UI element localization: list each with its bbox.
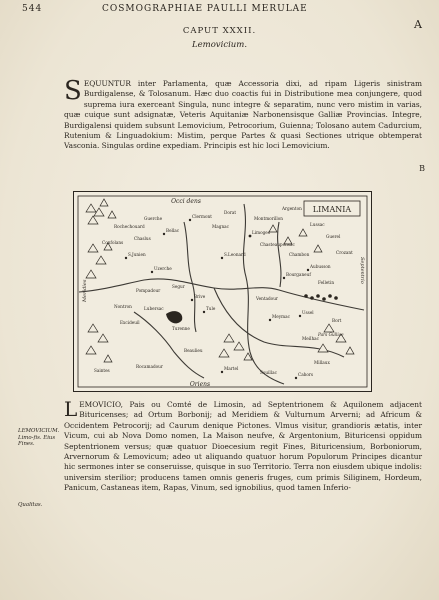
chapter-subtitle: Lemovicium. (191, 40, 248, 50)
place-meilhac: Meilhac (302, 336, 319, 341)
running-head: COSMOGRAPHIAE PAULLI MERULAE (102, 4, 308, 14)
place-felletin: Felletin (318, 280, 335, 285)
paragraph-1-text: EQUUNTUR inter Parlamenta, quæ Accessoria dixi, ad ripam Ligeris sinistram Burdigalense, & Tolosanum. Hæc duo coactis fui in Distributione mea conjungere, quod suprema iura exerceant Singula, nunc integre & separatim, nunc vero mistim in varias, quæ cuique sunt adsignatæ, Veteris Aquitaniæ Narbonensisque Galliæ Provincias. Integre, Burdigalensi quidem subsunt Lemovicium, Petrocorium, Guienna; Tolosano autem Cadurcium, Rutenium & Linguadokium: Mistim, perque Partes & quasi Sectiones utrique obtemperat Vasconia. Singulas ordine expediam. Principis est hic loci Lemovicium. (64, 79, 422, 151)
place-martel: Martel (224, 366, 239, 371)
map-svg (74, 192, 371, 391)
paragraph-2-text: EMOVICIO, Pais ou Comté de Limosin, ad Septentrionem & Aquilonem adjacent Bituricenses; ad Ortum Borbonij; ad Meridiem & Vulturnum Arverni; ad Africum & Occidentem Petrocorij; ad Caurum denique Pictones. Vlmus visitur, grandioris ætatis, inter Vicum, cui ab Nova Domo nomen, La Maison neufve, & Argentonium, Bituricensi oppidum Septentrionem versus; quæ quatuor Dioecesium regit Fines, Bituricensium, Borboniorum, Arvernorum & Lemovicum; adeo ut aliquando quatuor horum Populorum Principes dicantur hic sermones inter se conseruisse, quisque in suo Territorio. Terra non eiusdem ubique indolis: universim sterilior; producens tamen omnis generis fruges, cum primis Siliginem, Hordeum, Panicum, Castaneas item, Rapas, Vinum, sed ignobilius, quod tamen Inferio- (64, 400, 422, 493)
place-rochechouard: Rochechouard (114, 224, 145, 229)
mountains-ne (269, 225, 322, 252)
place-aubusson: Aubusson (310, 264, 331, 269)
map-title: LIMANIA (312, 205, 352, 214)
map-limania (73, 191, 372, 392)
place-nontron: Nontron (114, 304, 132, 309)
place-montmorillon: Montmorillon (254, 216, 283, 221)
place-sleonard: S.Leonard (224, 252, 246, 257)
place-turenne: Turenne (172, 326, 190, 331)
mountains-nw (86, 199, 116, 224)
mountains-sw (86, 324, 112, 362)
place-guerche: Guerche (144, 216, 163, 221)
side-mark: B (419, 164, 425, 173)
place-lussac: Lussac (310, 222, 325, 227)
place-millaux: Millaux (314, 360, 330, 365)
lake (166, 311, 182, 323)
place-uzerche: Uzerche (154, 266, 172, 271)
place-excideuil: Excideuil (120, 320, 140, 325)
place-beaulieu: Beaulieu (184, 348, 203, 353)
place-guerel: Guerel (326, 234, 341, 239)
place-crozant: Crozant (336, 250, 353, 255)
compass-west: Meridies (82, 279, 88, 302)
place-souillac: Souillac (260, 370, 277, 375)
compass-south: Oriens (189, 381, 211, 388)
place-chambon: Chambon (289, 252, 310, 257)
place-saintes: Saintes (94, 368, 110, 373)
place-confolans: Confolans (102, 240, 124, 245)
place-brive: Brive (194, 294, 206, 299)
compass-east: Septentrio (359, 257, 365, 284)
place-segur: Segur (172, 284, 185, 289)
place-meymac: Meymac (272, 314, 290, 319)
place-chasteauponsac: Chasteauponsac (260, 242, 295, 247)
corner-mark: A (414, 18, 423, 31)
chapter-title: CAPUT XXXII. (182, 26, 257, 36)
page-number: 544 (22, 4, 43, 14)
place-dorat: Dorat (224, 210, 237, 215)
paragraph-2 (64, 397, 422, 494)
place-argenton: Argenton (282, 206, 302, 211)
place-pompadour: Pompadour (136, 288, 161, 293)
place-cahors: Cahors (298, 372, 314, 377)
dropcap-2: L (64, 397, 78, 421)
river-tributary-1 (278, 222, 281, 287)
dropcap-1: S (64, 76, 82, 106)
compass-north: Occi dens (171, 198, 201, 205)
place-bourganeuf: Bourganeuf (286, 272, 311, 277)
place-ventadour: Ventadour (256, 296, 278, 301)
place-tule: Tule (206, 306, 216, 311)
region-label: Pars Gulliae (318, 332, 344, 337)
paragraph-1 (64, 76, 422, 152)
place-bort: Bort (332, 318, 342, 323)
margin-note-1: LEMOVICIUM. Limo-fis. Eius Fines. (18, 428, 60, 448)
mountains-w (86, 243, 112, 278)
river-creuse (184, 222, 196, 332)
mountains-s (219, 334, 252, 360)
place-clermont: Clermont (192, 214, 212, 219)
place-limoges: Limoges (252, 230, 270, 235)
place-lubersac: Lubersac (144, 306, 164, 311)
place-sjunien: S.Junien (128, 252, 146, 257)
place-chaslus: Chaslus (134, 236, 151, 241)
place-ussel: Ussel (302, 310, 314, 315)
margin-note-2: Qualitas. (18, 502, 43, 508)
place-magnac: Magnac (212, 224, 230, 229)
mountains-se (318, 324, 354, 354)
place-bellac: Bellac (166, 228, 180, 233)
place-rocamadour: Rocamadour (136, 364, 163, 369)
